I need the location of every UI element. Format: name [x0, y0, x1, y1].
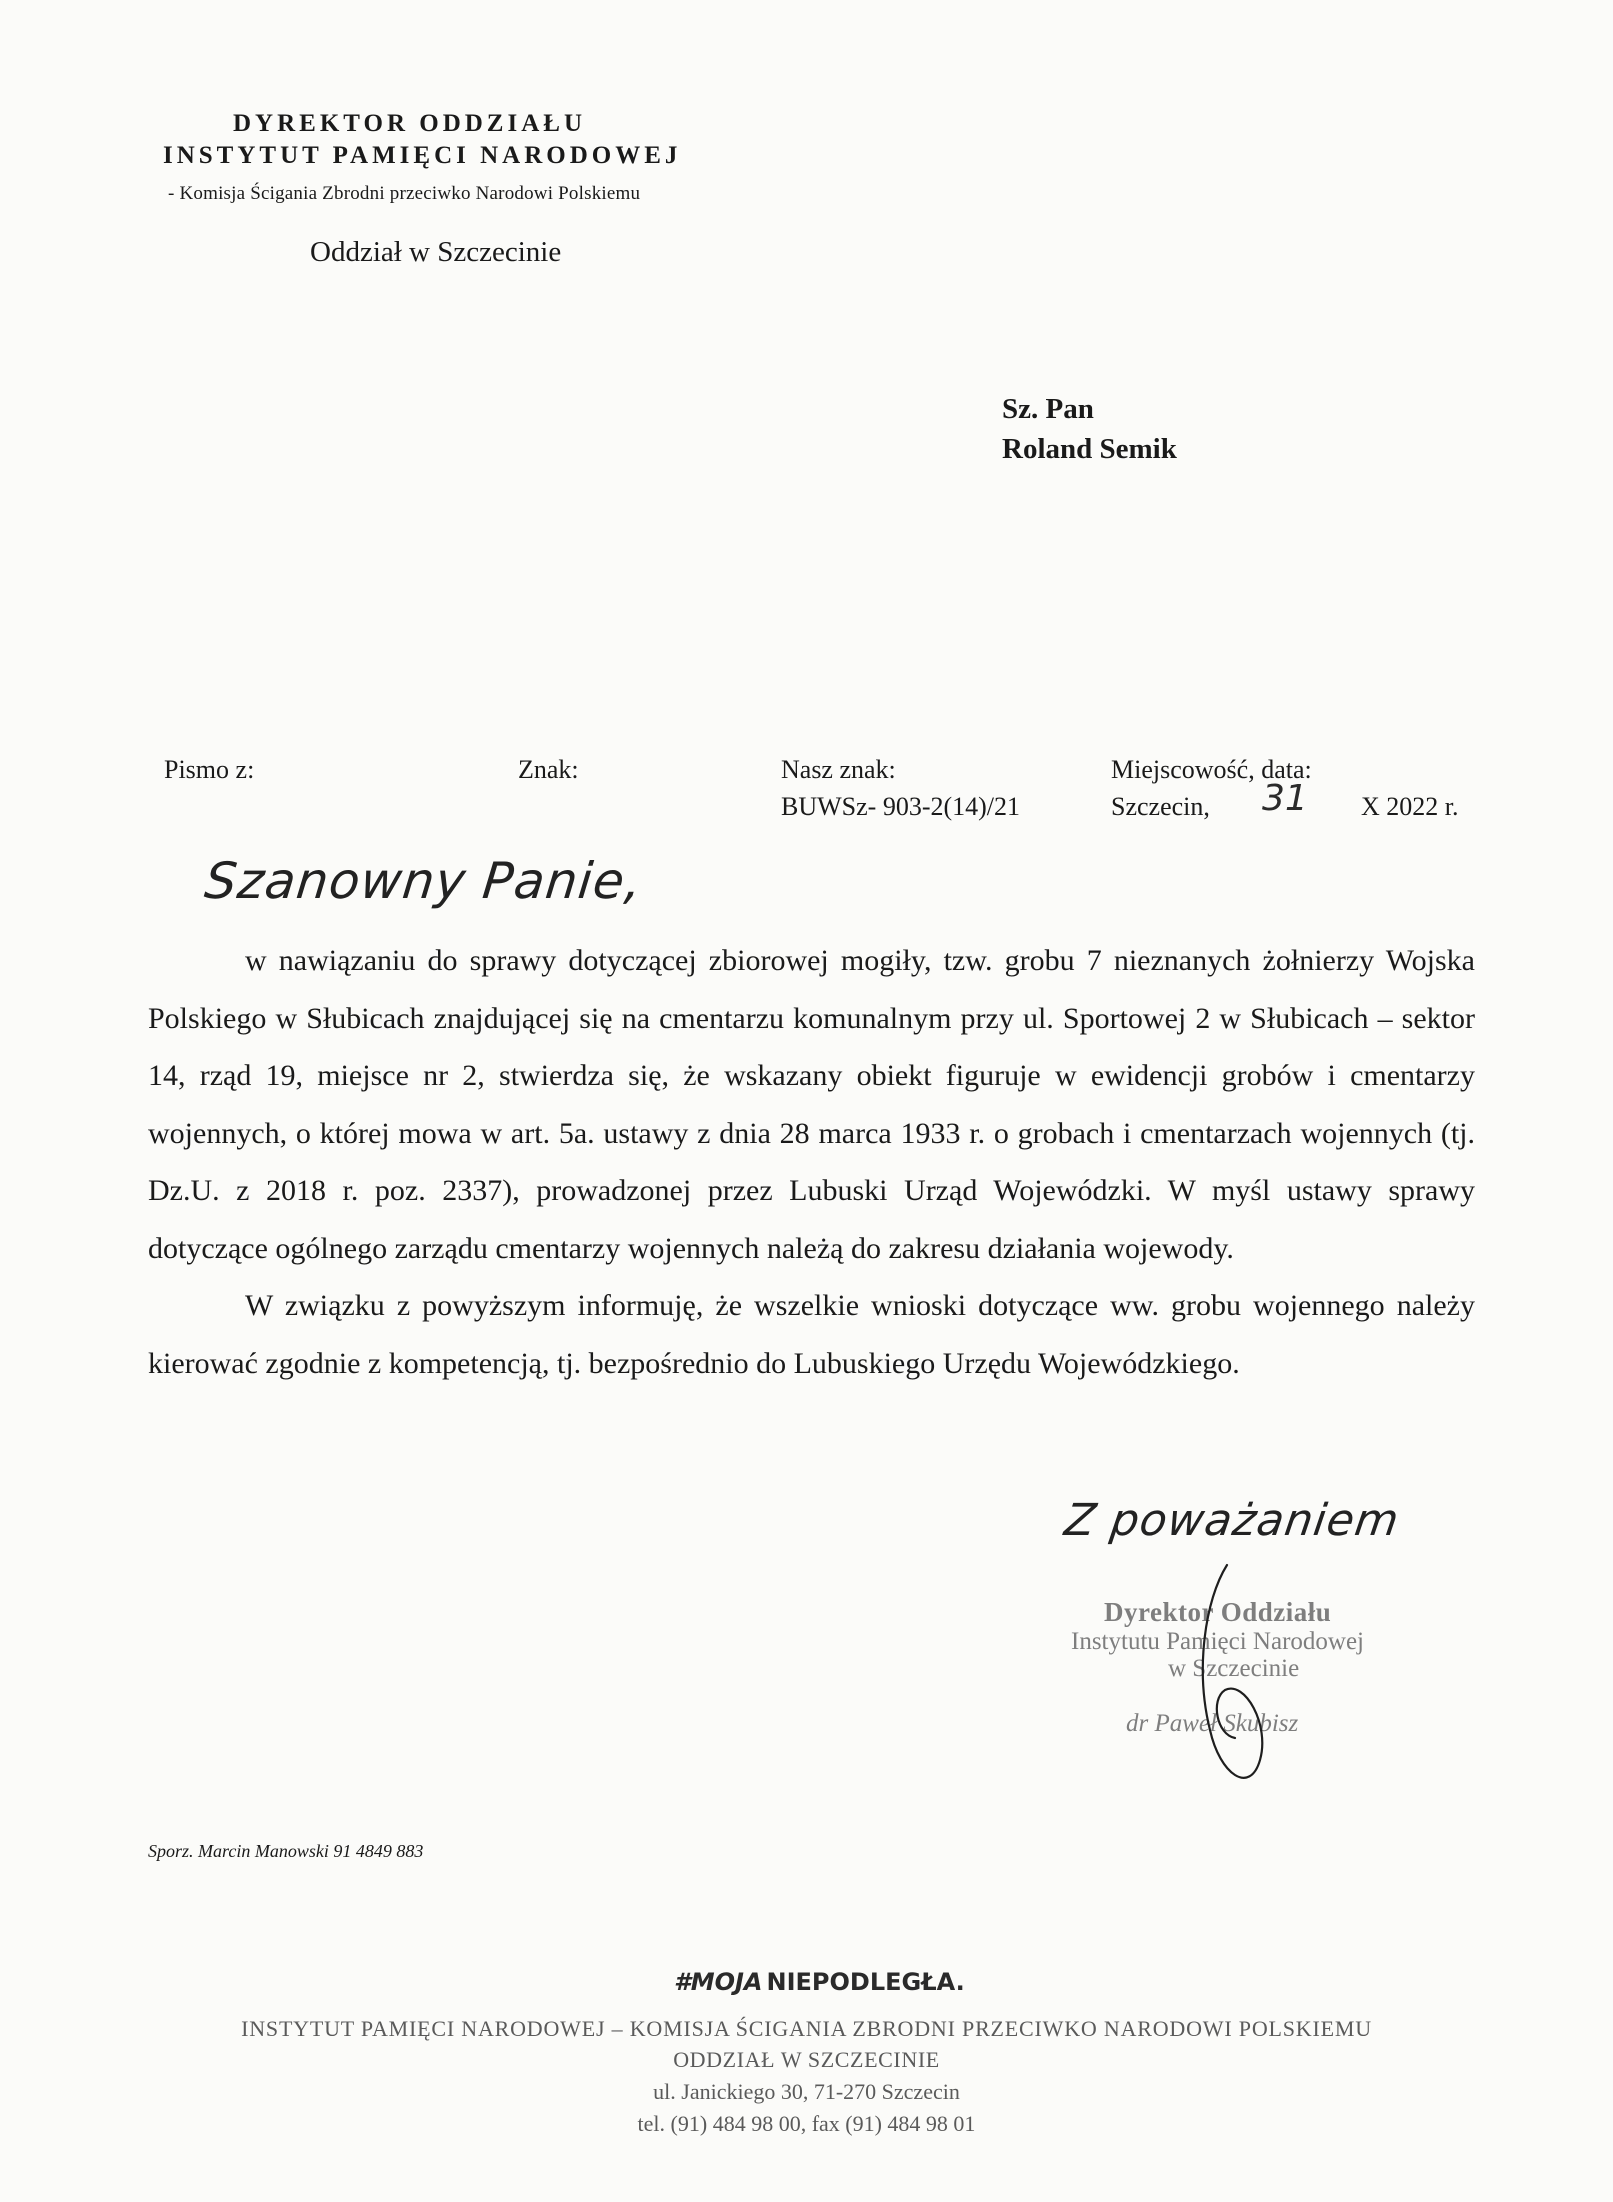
letterhead-title: DYREKTOR ODDZIAŁU	[233, 110, 586, 137]
nasz-znak-value: BUWSz- 903-2(14)/21	[781, 792, 1021, 821]
logo-hashtag: #MOJA	[674, 1968, 763, 1996]
nasz-znak-label: Nasz znak:	[781, 755, 896, 784]
letterhead-commission: - Komisja Ścigania Zbrodni przeciwko Narodowi Polskiemu	[168, 183, 641, 204]
logo-word: NIEPODLEGŁA.	[766, 1968, 965, 1996]
prepared-by-note: Sporz. Marcin Manowski 91 4849 883	[148, 1841, 424, 1861]
footer-branch: ODDZIAŁ W SZCZECINIE	[673, 2047, 940, 2072]
handwritten-closing: Z poważaniem	[1061, 1495, 1403, 1546]
footer-address: ul. Janickiego 30, 71-270 Szczecin	[653, 2079, 960, 2104]
body-paragraph-2: W związku z powyższym informuję, że wszelkie wnioski dotyczące ww. grobu wojennego należy kierować zgodnie z kompetencją, tj. bezpośrednio do Lubuskiego Urzędu Wojewódzkiego.	[148, 1289, 1475, 1380]
letterhead-branch: Oddział w Szczecinie	[310, 236, 562, 268]
stamp-institute: Instytutu Pamięci Narodowej	[1071, 1628, 1364, 1655]
letterhead-institute: INSTYTUT PAMIĘCI NARODOWEJ	[163, 142, 682, 169]
footer-institution: INSTYTUT PAMIĘCI NARODOWEJ – KOMISJA ŚCIGANIA ZBRODNI PRZECIWKO NARODOWI POLSKIEMU	[241, 2016, 1372, 2041]
recipient-honorific: Sz. Pan	[1002, 393, 1094, 425]
signature-image	[1165, 1560, 1295, 1800]
place-date-label: Miejscowość, data:	[1111, 755, 1312, 784]
month-year-value: X 2022 r.	[1361, 792, 1459, 821]
pismo-label: Pismo z:	[164, 755, 255, 784]
stamp-director-name: dr Paweł Skubisz	[1126, 1710, 1299, 1737]
stamp-title: Dyrektor Oddziału	[1104, 1597, 1332, 1627]
footer-phone: tel. (91) 484 98 00, fax (91) 484 98 01	[637, 2111, 976, 2136]
handwritten-day: 31	[1262, 778, 1308, 819]
letter-body	[148, 932, 1475, 1392]
handwritten-greeting: Szanowny Panie,	[201, 852, 646, 910]
campaign-logo	[674, 1968, 965, 1996]
znak-label: Znak:	[518, 755, 579, 784]
place-value: Szczecin,	[1111, 792, 1210, 821]
stamp-city: w Szczecinie	[1168, 1655, 1300, 1682]
recipient-name: Roland Semik	[1002, 433, 1177, 465]
body-paragraph-1: w nawiązaniu do sprawy dotyczącej zbiorowej mogiły, tzw. grobu 7 nieznanych żołnierzy Wojska Polskiego w Słubicach znajdującej się na cmentarzu komunalnym przy ul. Sportowej 2 w Słubicach – sektor 14, rząd 19, miejsce nr 2, stwierdza się, że wskazany obiekt figuruje w ewidencji grobów i cmentarzy wojennych, o której mowa w art. 5a. ustawy z dnia 28 marca 1933 r. o grobach i cmentarzach wojennych (tj. Dz.U. z 2018 r. poz. 2337), prowadzonej przez Lubuski Urząd Wojewódzki. W myśl ustawy sprawy dotyczące ogólnego zarządu cmentarzy wojennych należą do zakresu działania wojewody.	[148, 944, 1475, 1265]
